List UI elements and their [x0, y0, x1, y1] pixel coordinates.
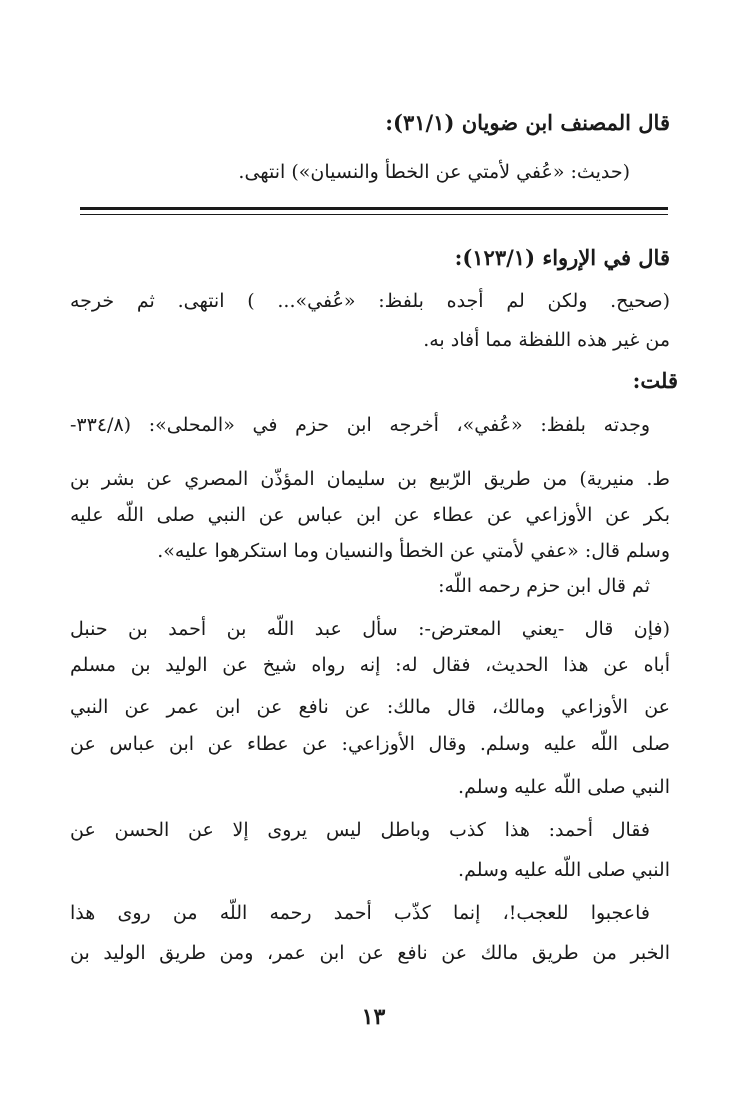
- body-line: وسلم قال: «عفي لأمتي عن الخطأ والنسيان وما استكرهوا عليه».: [157, 540, 670, 562]
- section-title: قال في الإرواء (١٢٣/١):: [454, 245, 670, 270]
- body-line: (فإن قال -يعني المعترض-: سأل عبد اللّه بن أحمد بن حنبل: [70, 618, 670, 640]
- qult-heading: قلت:: [632, 368, 678, 393]
- body-line: النبي صلى اللّه عليه وسلم.: [458, 859, 670, 881]
- section-line: (صحيح. ولكن لم أجده بلفظ: «عُفي»... ) انتهى. ثم خرجه: [70, 290, 670, 312]
- body-line: عن الأوزاعي ومالك، قال مالك: عن نافع عن ابن عمر عن النبي: [70, 696, 670, 718]
- body-line: الخبر من طريق مالك عن نافع عن ابن عمر، ومن طريق الوليد بن: [70, 942, 670, 964]
- page-number: ١٣: [361, 1004, 386, 1030]
- section-line: من غير هذه اللفظة مما أفاد به.: [423, 329, 670, 351]
- body-line: وجدته بلفظ: «عُفي»، أخرجه ابن حزم في «المحلى»: (٣٣٤/٨-: [70, 414, 650, 436]
- body-line: أباه عن هذا الحديث، فقال له: إنه رواه شيخ عن الوليد بن مسلم: [70, 654, 670, 676]
- divider-thick: [80, 207, 668, 210]
- body-line: فقال أحمد: هذا كذب وباطل ليس يروى إلا عن الحسن عن: [70, 819, 650, 841]
- body-line: صلى اللّه عليه وسلم. وقال الأوزاعي: عن عطاء عن ابن عباس عن: [70, 733, 670, 755]
- divider-thin: [80, 214, 668, 215]
- body-line: فاعجبوا للعجب!، إنما كذّب أحمد رحمه اللّه من روى هذا: [70, 902, 650, 924]
- body-line: ط. منيرية) من طريق الرّبيع بن سليمان المؤذّن المصري عن بشر بن: [70, 468, 670, 490]
- body-line: ثم قال ابن حزم رحمه اللّه:: [438, 575, 650, 597]
- header-title: قال المصنف ابن ضويان (٣١/١):: [385, 110, 670, 135]
- header-quote: (حديث: «عُفي لأمتي عن الخطأ والنسيان») انتهى.: [238, 161, 630, 183]
- body-line: النبي صلى اللّه عليه وسلم.: [458, 776, 670, 798]
- body-line: بكر عن الأوزاعي عن عطاء عن ابن عباس عن النبي صلى اللّه عليه: [70, 504, 670, 526]
